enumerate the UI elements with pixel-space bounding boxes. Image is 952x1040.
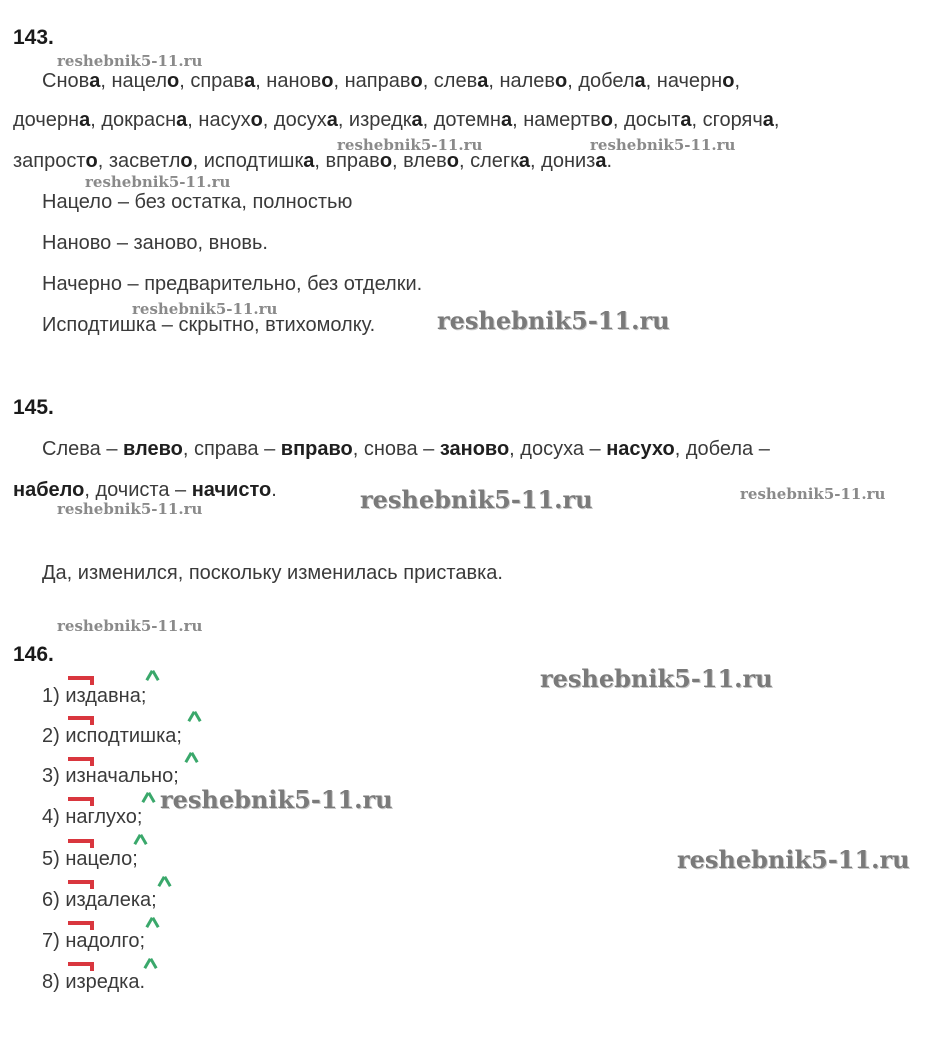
definition-2: Наново – заново, вновь. — [42, 232, 268, 254]
bold-ending: а — [176, 109, 188, 131]
exercise-number-146: 146. — [13, 643, 54, 666]
bold-ending: а — [477, 70, 489, 92]
bold-ending: о — [446, 150, 459, 172]
list-item: 2) исподтишка; — [42, 725, 182, 747]
bold-ending: а — [762, 109, 774, 131]
watermark: reshebnik5-11.ru — [337, 136, 483, 154]
ex143-line-2: дочерна, докрасна, насухо, досуха, изредка, дотемна, намертво, досыта, сгоряча, — [13, 109, 780, 131]
exercise-number-145: 145. — [13, 396, 54, 419]
prefix-mark — [68, 880, 94, 889]
bold-ending: а — [79, 109, 91, 131]
bold-ending: заново — [439, 438, 510, 460]
list-item: 6) издалека; — [42, 889, 157, 911]
bold-ending: о — [167, 70, 180, 92]
bold-ending: а — [634, 70, 646, 92]
bold-ending: а — [680, 109, 692, 131]
bold-ending: а — [411, 109, 423, 131]
list-item: 8) изредка. — [42, 971, 146, 993]
ex145-answer: Да, изменился, поскольку изменилась приставка. — [42, 562, 503, 584]
watermark: reshebnik5-11.ru — [85, 173, 231, 191]
bold-ending: о — [85, 150, 98, 172]
prefix-mark — [68, 676, 94, 685]
bold-ending: о — [600, 109, 613, 131]
ex145-line-1: Слева – влево, справа – вправо, снова – заново, досуха – насухо, добела – — [42, 438, 770, 460]
bold-ending: о — [250, 109, 263, 131]
ex143-line-3: запросто, засветло, исподтишка, вправо, влево, слегка, дониза. — [13, 150, 613, 172]
bold-ending: о — [722, 70, 735, 92]
list-item: 3) изначально; — [42, 765, 179, 787]
watermark: reshebnik5-11.ru — [540, 664, 773, 693]
bold-ending: а — [500, 109, 513, 131]
list-item: 4) наглухо; — [42, 806, 143, 828]
ex143-line-1: Снова, нацело, справа, наново, направо, слева, налево, добела, начерно, — [42, 70, 740, 92]
bold-ending: а — [518, 150, 531, 172]
prefix-mark — [68, 839, 94, 848]
prefix-mark — [68, 962, 94, 971]
watermark: reshebnik5-11.ru — [437, 306, 670, 335]
watermark: reshebnik5-11.ru — [160, 785, 393, 814]
watermark: reshebnik5-11.ru — [677, 845, 910, 874]
prefix-mark — [68, 716, 94, 725]
watermark: reshebnik5-11.ru — [590, 136, 736, 154]
watermark: reshebnik5-11.ru — [360, 485, 593, 514]
watermark: reshebnik5-11.ru — [57, 500, 203, 518]
bold-ending: насухо — [606, 438, 675, 460]
bold-ending: влево — [123, 438, 183, 460]
watermark: reshebnik5-11.ru — [57, 52, 203, 70]
bold-ending: начисто — [191, 479, 272, 501]
prefix-mark — [68, 797, 94, 806]
list-item: 1) издавна; — [42, 685, 147, 707]
list-item: 5) нацело; — [42, 848, 138, 870]
definition-3: Начерно – предварительно, без отделки. — [42, 273, 423, 295]
prefix-mark — [68, 921, 94, 930]
bold-ending: набело — [13, 479, 85, 501]
bold-ending: а — [595, 150, 607, 172]
bold-ending: вправо — [280, 438, 353, 460]
bold-ending: о — [180, 150, 193, 172]
bold-ending: а — [244, 70, 256, 92]
exercise-number-143: 143. — [13, 26, 54, 49]
definition-1: Нацело – без остатка, полностью — [42, 191, 353, 213]
bold-ending: о — [321, 70, 334, 92]
prefix-mark — [68, 757, 94, 766]
bold-ending: о — [555, 70, 568, 92]
definition-4: Исподтишка – скрытно, втихомолку. — [42, 314, 376, 336]
bold-ending: а — [89, 70, 101, 92]
bold-ending: а — [303, 150, 315, 172]
watermark: reshebnik5-11.ru — [132, 300, 278, 318]
watermark: reshebnik5-11.ru — [740, 485, 886, 503]
bold-ending: о — [379, 150, 393, 172]
ex145-line-2: набело, дочиста – начисто. — [13, 479, 277, 501]
bold-ending: о — [410, 70, 423, 92]
bold-ending: а — [326, 109, 338, 131]
list-item: 7) надолго; — [42, 930, 146, 952]
watermark: reshebnik5-11.ru — [57, 617, 203, 635]
